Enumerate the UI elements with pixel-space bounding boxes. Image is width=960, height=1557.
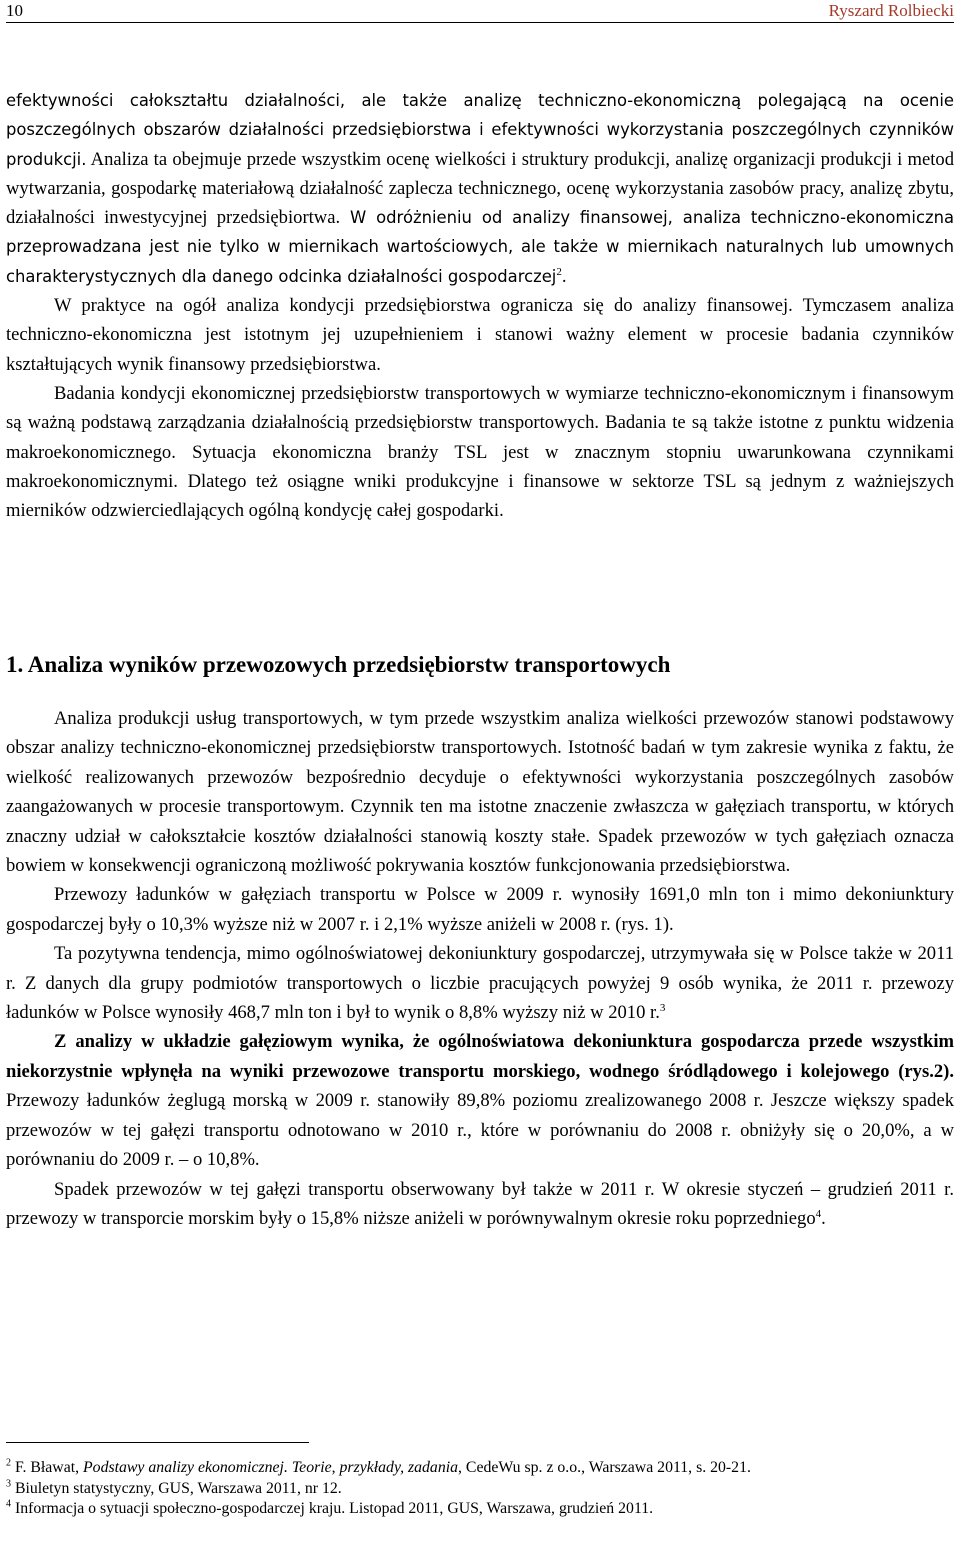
intro-text-block xyxy=(6,86,954,525)
section-text-block xyxy=(6,704,954,1233)
text-run: F. Bławat, xyxy=(11,1459,84,1476)
footnote-ref[interactable]: 2 xyxy=(556,265,562,278)
footnote xyxy=(6,1499,954,1520)
footnote-number: 2 xyxy=(6,1457,11,1469)
text-run: Analiza ta obejmuje przede wszystkim ocenę wielkości i struktury produkcji, analizę organizacji produkcji i metod wytwarzania, gospodarkę materiałową działalność zaplecza technicznego, ocenę wykorzystania zasobów pracy, analizę zbytu, działalności inwestycyjnej przedsiębiortwa. xyxy=(6,148,954,229)
paragraph: Przewozy ładunków w gałęziach transportu w Polsce w 2009 r. wynosiły 1691,0 mln ton i mimo dekoniunktury gospodarczej były o 10,3% wyższe niż w 2007 r. i 2,1% wyższe aniżeli w 2008 r. (rys. 1). xyxy=(6,884,954,935)
text-run: Informacja o sytuacji społeczno-gospodarczej kraju. Listopad 2011, GUS, Warszawa, grudzień 2011. xyxy=(11,1500,654,1517)
footnote xyxy=(6,1479,954,1500)
paragraph: Badania kondycji ekonomicznej przedsiębiorstw transportowych w wymiarze techniczno-ekonomicznym i finansowym są ważną podstawą zarządzania działalnością przedsiębiorstw transportowych. Badania te są także istotne z punktu widzenia makroekonomicznego. Sytuacja ekonomiczna branży TSL jest w znacznym stopniu uwarunkowana czynnikami makroekonomicznymi. Dlatego też osiągne wniki produkcyjne i finansowe w sektorze TSL są jednym z ważniejszych mierników odzwierciedlających ogólną kondycję całej gospodarki. xyxy=(6,382,954,522)
text-run: Spadek przewozów w tej gałęzi transportu obserwowany był także w 2011 r. W okresie styczeń – grudzień 2011 r. przewozy w transporcie morskim były o 15,8% niższe aniżeli w porównywalnym okresie roku poprzedniego xyxy=(6,1178,954,1229)
paragraph xyxy=(6,86,954,291)
running-header-author: Ryszard Rolbiecki xyxy=(828,1,954,20)
section-heading: 1. Analiza wyników przewozowych przedsiębiorstw transportowych xyxy=(6,652,671,677)
running-header xyxy=(6,0,954,23)
footnote xyxy=(6,1458,954,1479)
paragraph xyxy=(6,1175,954,1234)
text-run: Ta pozytywna tendencja, mimo ogólnoświatowej dekoniunktury gospodarczej, utrzymywała się w Polsce także w 2011 r. Z danych dla grupy podmiotów transportowych o liczbie pracujących powyżej 9 osób wynika, że 2011 r. przewozy ładunków w Polsce wynosiły 468,7 mln ton i był to wynik o 8,8% wyższy niż w 2010 r. xyxy=(6,943,954,1024)
italic-title: Podstawy analizy ekonomicznej. Teorie, przykłady, zadania xyxy=(83,1459,459,1476)
footnote-separator xyxy=(6,1442,309,1443)
text-run: . xyxy=(821,1207,826,1229)
bold-text-run: Z analizy w układzie gałęziowym wynika, że ogólnoświatowa dekoniunktura gospodarcza przede wszystkim niekorzystnie wpłynęła na wyniki przewozowe transportu morskiego, wodnego śródlądowego i kolejowego (rys.2). xyxy=(6,1031,954,1082)
text-run: Przewozy ładunków żeglugą morską w 2009 r. stanowiły 89,8% poziomu zrealizowanego 2008 r. Jeszcze większy spadek przewozów w tej gałęzi transportu odnotowano w 2010 r., które w porównaniu do 2008 r. obniżyły się o 20,0%, a w porównaniu do 2009 r. – o 10,8%. xyxy=(6,1090,954,1171)
footnotes xyxy=(6,1458,954,1520)
text-run: efektywności całokształtu działalności, ale także analizę techniczno-ekonomiczną polegającą na ocenie poszczególnych obszarów działalności przedsiębiorstwa i efektywności wykorzystania poszczególnych czynników produkcji. xyxy=(6,91,954,169)
paragraph: Analiza produkcji usług transportowych, w tym przede wszystkim analiza wielkości przewozów stanowi podstawowy obszar analizy techniczno-ekonomicznej przedsiębiorstw transportowych. Istotność badań w tym zakresie wynika z faktu, że wielkość realizowanych przewozów bezpośrednio decyduje o efektywności wykorzystania poszczególnych zasobów zaangażowanych w procesie transportowym. Czynnik ten ma istotne znaczenie zwłaszcza w gałęziach transportu, w których znaczny udział w całokształcie kosztów działalności stanowią koszty stałe. Spadek przewozów w tych gałęziach oznacza bowiem w konsekwencji ograniczoną możliwość pokrywania kosztów funkcjonowania przedsiębiorstwa. xyxy=(6,708,954,877)
page-number: 10 xyxy=(6,1,23,20)
footnote-number: 4 xyxy=(6,1498,11,1510)
footnote-number: 3 xyxy=(6,1478,11,1490)
text-run: Biuletyn statystyczny, GUS, Warszawa 2011, nr 12. xyxy=(11,1479,342,1497)
text-run: , CedeWu sp. z o.o., Warszawa 2011, s. 20-21. xyxy=(458,1459,751,1476)
paragraph xyxy=(6,1027,954,1174)
footnote-ref[interactable]: 3 xyxy=(659,1001,666,1014)
footnote-ref[interactable]: 4 xyxy=(815,1207,822,1220)
paragraph: W praktyce na ogół analiza kondycji przedsiębiorstwa ogranicza się do analizy finansowej. Tymczasem analiza techniczno-ekonomiczna jest istotnym jej uzupełnieniem i stanowi ważny element w procesie badania czynników kształtujących wynik finansowy przedsiębiorstwa. xyxy=(6,295,954,375)
paragraph xyxy=(6,939,954,1027)
text-run: W odróżnieniu od analizy finansowej, analiza techniczno-ekonomiczna przeprowadzana jest nie tylko w miernikach wartościowych, ale także w miernikach naturalnych lub umownych charakterystycznych dla danego odcinka działalności gospodarczej xyxy=(6,208,955,286)
text-run: . xyxy=(561,265,567,287)
